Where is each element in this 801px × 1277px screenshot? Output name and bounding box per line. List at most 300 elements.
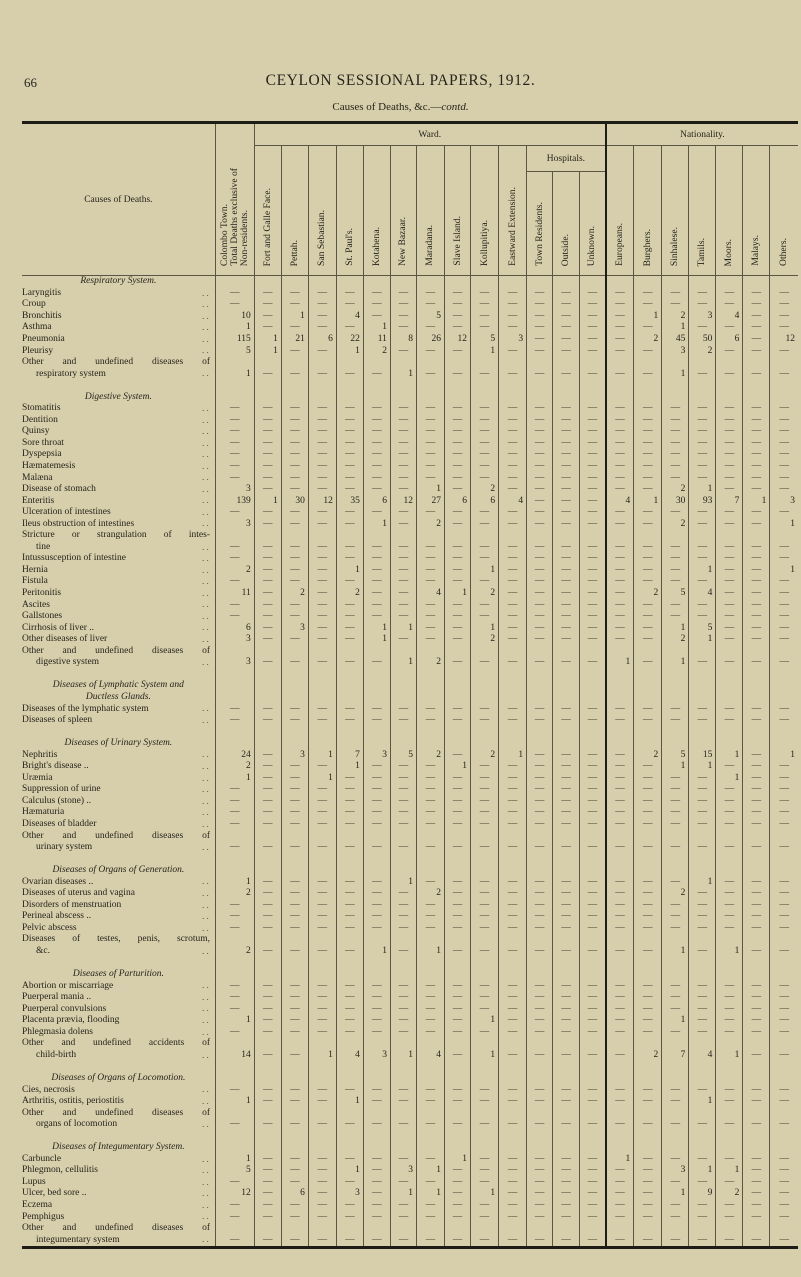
dash-cell: —: [416, 345, 444, 357]
empty-cell: [254, 530, 281, 542]
dash-cell: —: [606, 461, 634, 473]
empty-cell: [416, 680, 444, 692]
ward-col-slave-island: [445, 146, 471, 276]
cause-label: [22, 345, 215, 357]
dash-cell: —: [281, 773, 308, 785]
empty-cell: [445, 1223, 471, 1235]
dash-cell: —: [215, 461, 254, 473]
dash-cell: —: [308, 1015, 336, 1027]
dash-cell: —: [499, 565, 527, 577]
value-cell: 1: [308, 1050, 336, 1062]
dash-cell: —: [770, 415, 798, 427]
cause-row: [22, 784, 798, 796]
dash-cell: —: [254, 484, 281, 496]
empty-cell: [336, 853, 363, 865]
dash-cell: —: [336, 1177, 363, 1189]
label-text: Other diseases of liver: [22, 634, 108, 645]
value-cell: 3: [215, 518, 254, 530]
value-cell: 12: [445, 334, 471, 346]
empty-cell: [770, 1142, 798, 1154]
empty-cell: [215, 1142, 254, 1154]
dash-cell: —: [606, 1096, 634, 1108]
running-title: CEYLON SESSIONAL PAPERS, 1912.: [265, 72, 536, 89]
label-text: Bright's disease ..: [22, 761, 89, 772]
cause-row-label-line: [22, 1223, 798, 1235]
dash-cell: —: [689, 842, 716, 854]
empty-cell: [743, 865, 770, 877]
dash-cell: —: [215, 576, 254, 588]
dash-cell: —: [606, 565, 634, 577]
empty-cell: [281, 865, 308, 877]
empty-cell: [606, 726, 634, 738]
dash-cell: —: [689, 773, 716, 785]
dash-cell: —: [634, 565, 662, 577]
empty-cell: [770, 530, 798, 542]
empty-cell: [606, 830, 634, 842]
empty-cell: [416, 1073, 444, 1085]
dash-cell: —: [689, 1119, 716, 1131]
dash-cell: —: [281, 911, 308, 923]
empty-cell: [716, 1061, 743, 1073]
dash-cell: —: [308, 980, 336, 992]
value-cell: 7: [662, 1050, 689, 1062]
dash-cell: —: [390, 288, 416, 300]
dash-cell: —: [215, 542, 254, 554]
dash-cell: —: [527, 1015, 553, 1027]
dash-cell: —: [743, 900, 770, 912]
dash-cell: —: [553, 403, 580, 415]
value-cell: 4: [336, 311, 363, 323]
empty-cell: [553, 738, 580, 750]
dash-cell: —: [390, 438, 416, 450]
dash-cell: —: [553, 946, 580, 958]
dash-cell: —: [416, 784, 444, 796]
ward-slave-island-label: Slave Island.: [451, 216, 463, 266]
label-text: Fistula: [22, 576, 48, 587]
empty-cell: [215, 1107, 254, 1119]
empty-cell: [390, 646, 416, 658]
value-cell: 1: [716, 1165, 743, 1177]
dash-cell: —: [580, 542, 606, 554]
dash-cell: —: [662, 415, 689, 427]
value-cell: 6: [308, 334, 336, 346]
empty-cell: [716, 357, 743, 369]
value-cell: 1: [281, 311, 308, 323]
cause-label: [22, 288, 215, 300]
dash-cell: —: [336, 426, 363, 438]
value-cell: 5: [662, 588, 689, 600]
dash-cell: —: [336, 946, 363, 958]
dash-cell: —: [716, 599, 743, 611]
empty-cell: [770, 276, 798, 288]
dash-cell: —: [281, 518, 308, 530]
value-cell: 1: [215, 368, 254, 380]
dash-cell: —: [662, 449, 689, 461]
dash-cell: —: [743, 622, 770, 634]
dash-cell: —: [416, 1084, 444, 1096]
dash-cell: —: [336, 715, 363, 727]
label-text: Sore throat: [22, 437, 64, 448]
section-header-row: [22, 391, 798, 403]
dash-cell: —: [743, 507, 770, 519]
empty-cell: [662, 276, 689, 288]
dash-cell: —: [445, 784, 471, 796]
value-cell: 1: [390, 1188, 416, 1200]
cause-label: [22, 1165, 215, 1177]
dash-cell: —: [527, 923, 553, 935]
empty-cell: [416, 1142, 444, 1154]
dash-cell: —: [580, 1027, 606, 1039]
dash-cell: —: [308, 634, 336, 646]
empty-cell: [215, 391, 254, 403]
empty-cell: [716, 957, 743, 969]
dash-cell: —: [281, 1234, 308, 1247]
dash-cell: —: [770, 980, 798, 992]
dash-cell: —: [336, 992, 363, 1004]
dash-cell: —: [215, 449, 254, 461]
empty-cell: [743, 357, 770, 369]
dash-cell: —: [634, 876, 662, 888]
empty-cell: [689, 530, 716, 542]
empty-cell: [689, 669, 716, 681]
empty-cell: [445, 646, 471, 658]
dash-cell: —: [336, 507, 363, 519]
empty-cell: [215, 830, 254, 842]
dash-cell: —: [308, 576, 336, 588]
cause-label: [22, 888, 215, 900]
dash-cell: —: [716, 784, 743, 796]
empty-cell: [445, 830, 471, 842]
dash-cell: —: [743, 1027, 770, 1039]
dash-cell: —: [390, 1015, 416, 1027]
label-text: Phlegmon, cellulitis: [22, 1165, 98, 1176]
dash-cell: —: [445, 311, 471, 323]
dash-cell: —: [580, 888, 606, 900]
empty-cell: [527, 391, 553, 403]
dash-cell: —: [445, 1234, 471, 1247]
dash-cell: —: [254, 1234, 281, 1247]
dash-cell: —: [716, 472, 743, 484]
empty-cell: [390, 1130, 416, 1142]
dash-cell: —: [308, 703, 336, 715]
dash-cell: —: [689, 1003, 716, 1015]
empty-cell: [580, 969, 606, 981]
dash-cell: —: [689, 1015, 716, 1027]
empty-cell: [308, 969, 336, 981]
dash-cell: —: [281, 472, 308, 484]
dash-cell: —: [689, 980, 716, 992]
dash-cell: —: [336, 322, 363, 334]
dash-cell: —: [499, 322, 527, 334]
cause-row: [22, 553, 798, 565]
empty-cell: [308, 934, 336, 946]
dash-cell: —: [716, 542, 743, 554]
dash-cell: —: [215, 599, 254, 611]
empty-cell: [471, 680, 499, 692]
empty-cell: [336, 969, 363, 981]
empty-cell: [662, 1073, 689, 1085]
nat-sinhalese-label: Sinhalese.: [669, 226, 681, 266]
cause-row: [22, 807, 798, 819]
empty-cell: [743, 692, 770, 704]
dash-cell: —: [445, 749, 471, 761]
empty-cell: [416, 1061, 444, 1073]
dash-cell: —: [743, 1234, 770, 1247]
dash-cell: —: [254, 634, 281, 646]
dash-cell: —: [336, 634, 363, 646]
dash-cell: —: [606, 946, 634, 958]
empty-cell: [336, 1073, 363, 1085]
dash-cell: —: [634, 807, 662, 819]
empty-cell: [471, 738, 499, 750]
dash-cell: —: [254, 749, 281, 761]
dash-cell: —: [390, 819, 416, 831]
value-cell: 93: [689, 495, 716, 507]
dash-cell: —: [416, 1027, 444, 1039]
empty-cell: [716, 830, 743, 842]
dash-cell: —: [527, 553, 553, 565]
dash-cell: —: [499, 1119, 527, 1131]
empty-cell: [634, 957, 662, 969]
dash-cell: —: [416, 403, 444, 415]
dash-cell: —: [445, 299, 471, 311]
dash-cell: —: [606, 288, 634, 300]
cause-label: [22, 1188, 215, 1200]
dash-cell: —: [716, 1119, 743, 1131]
dash-cell: —: [390, 1211, 416, 1223]
empty-cell: [390, 276, 416, 288]
dash-cell: —: [281, 923, 308, 935]
dash-cell: —: [580, 507, 606, 519]
dash-cell: —: [390, 980, 416, 992]
dash-cell: —: [308, 588, 336, 600]
value-cell: 2: [363, 345, 390, 357]
dash-cell: —: [716, 1211, 743, 1223]
empty-cell: [336, 1142, 363, 1154]
dash-cell: —: [336, 449, 363, 461]
dash-cell: —: [743, 923, 770, 935]
dash-cell: —: [634, 472, 662, 484]
dash-cell: —: [716, 1084, 743, 1096]
empty-cell: [254, 692, 281, 704]
dash-cell: —: [527, 449, 553, 461]
empty-cell: [363, 865, 390, 877]
value-cell: 2: [634, 1050, 662, 1062]
dash-cell: —: [553, 819, 580, 831]
cause-label: [22, 438, 215, 450]
empty-cell: [634, 692, 662, 704]
cause-row: [22, 911, 798, 923]
empty-cell: [499, 726, 527, 738]
dash-cell: —: [634, 819, 662, 831]
empty-cell: [336, 357, 363, 369]
dash-cell: —: [445, 992, 471, 1004]
dash-cell: —: [499, 576, 527, 588]
dash-cell: —: [471, 876, 499, 888]
dash-cell: —: [634, 368, 662, 380]
empty-cell: [716, 276, 743, 288]
empty-cell: [662, 530, 689, 542]
dash-cell: —: [308, 1119, 336, 1131]
cause-row: [22, 1200, 798, 1212]
dash-cell: —: [634, 900, 662, 912]
dash-cell: —: [634, 518, 662, 530]
dash-cell: —: [471, 715, 499, 727]
dash-cell: —: [363, 415, 390, 427]
dash-cell: —: [662, 1200, 689, 1212]
dash-cell: —: [471, 900, 499, 912]
dash-cell: —: [471, 553, 499, 565]
dash-cell: —: [499, 980, 527, 992]
dash-cell: —: [308, 426, 336, 438]
value-cell: 1: [336, 345, 363, 357]
empty-cell: [416, 530, 444, 542]
label-text: organs of locomotion: [36, 1119, 118, 1130]
value-cell: 2: [416, 888, 444, 900]
dash-cell: —: [770, 311, 798, 323]
empty-cell: [606, 669, 634, 681]
dash-cell: —: [580, 322, 606, 334]
dash-cell: —: [254, 565, 281, 577]
dash-cell: —: [281, 1084, 308, 1096]
empty-cell: [580, 1073, 606, 1085]
value-cell: 2: [416, 749, 444, 761]
cause-label: [22, 461, 215, 473]
dash-cell: —: [527, 1084, 553, 1096]
empty-cell: [336, 738, 363, 750]
label-text: &c.: [36, 945, 50, 956]
dash-cell: —: [527, 1200, 553, 1212]
dash-cell: —: [390, 946, 416, 958]
dash-cell: —: [527, 484, 553, 496]
dash-cell: —: [527, 507, 553, 519]
value-cell: 3: [215, 657, 254, 669]
dash-cell: —: [254, 911, 281, 923]
empty-cell: [336, 380, 363, 392]
dash-cell: —: [336, 900, 363, 912]
dash-cell: —: [580, 980, 606, 992]
dash-cell: —: [308, 1084, 336, 1096]
empty-cell: [527, 1038, 553, 1050]
empty-cell: [689, 1061, 716, 1073]
ward-san-sebastian-label: San Sebastian.: [316, 210, 328, 266]
dash-cell: —: [281, 657, 308, 669]
empty-cell: [716, 1130, 743, 1142]
dash-cell: —: [553, 576, 580, 588]
dash-cell: —: [390, 299, 416, 311]
dash-cell: —: [770, 553, 798, 565]
dash-cell: —: [471, 842, 499, 854]
empty-cell: [716, 738, 743, 750]
dash-cell: —: [390, 345, 416, 357]
dash-cell: —: [580, 1188, 606, 1200]
dash-cell: —: [308, 911, 336, 923]
empty-cell: [308, 865, 336, 877]
dash-cell: —: [281, 634, 308, 646]
dash-cell: —: [363, 842, 390, 854]
dash-cell: —: [580, 842, 606, 854]
empty-cell: [606, 680, 634, 692]
cause-label: [22, 900, 215, 912]
empty-cell: [363, 1061, 390, 1073]
dash-cell: —: [499, 438, 527, 450]
dash-cell: —: [445, 622, 471, 634]
dash-cell: —: [363, 1165, 390, 1177]
dash-cell: —: [445, 1200, 471, 1212]
dash-cell: —: [471, 761, 499, 773]
dash-cell: —: [363, 288, 390, 300]
dash-cell: —: [743, 842, 770, 854]
dash-cell: —: [390, 842, 416, 854]
dash-cell: —: [580, 461, 606, 473]
dash-cell: —: [743, 565, 770, 577]
dash-cell: —: [606, 1177, 634, 1189]
dash-cell: —: [580, 484, 606, 496]
dash-cell: —: [716, 634, 743, 646]
cause-row: [22, 773, 798, 785]
dash-cell: —: [416, 449, 444, 461]
label-text: Puerperal convulsions: [22, 1003, 107, 1014]
value-cell: 2: [662, 484, 689, 496]
dash-cell: —: [770, 1211, 798, 1223]
dash-cell: —: [770, 426, 798, 438]
empty-cell: [254, 830, 281, 842]
empty-cell: [716, 969, 743, 981]
dash-cell: —: [689, 992, 716, 1004]
dash-cell: —: [363, 796, 390, 808]
dash-cell: —: [634, 888, 662, 900]
dash-cell: —: [743, 876, 770, 888]
value-cell: 1: [336, 1096, 363, 1108]
empty-cell: [527, 357, 553, 369]
dash-cell: —: [527, 611, 553, 623]
empty-cell: [606, 957, 634, 969]
dash-cell: —: [553, 703, 580, 715]
dash-cell: —: [770, 288, 798, 300]
empty-cell: [553, 1073, 580, 1085]
label-text: Peritonitis: [22, 588, 62, 599]
cause-label: [22, 934, 215, 946]
dash-cell: —: [390, 1096, 416, 1108]
ward-eastward-extension-label: Eastward Extension.: [506, 187, 518, 266]
dash-cell: —: [363, 900, 390, 912]
dash-cell: —: [553, 807, 580, 819]
dash-cell: —: [580, 565, 606, 577]
cause-row: [22, 334, 798, 346]
dash-cell: —: [527, 888, 553, 900]
empty-cell: [471, 1038, 499, 1050]
empty-cell: [743, 680, 770, 692]
empty-cell: [363, 646, 390, 658]
dash-cell: —: [471, 1119, 499, 1131]
cause-row: [22, 1234, 798, 1247]
dash-cell: —: [390, 542, 416, 554]
dash-cell: —: [662, 1177, 689, 1189]
value-cell: 1: [363, 946, 390, 958]
empty-cell: [281, 1130, 308, 1142]
empty-cell: [499, 357, 527, 369]
dash-cell: —: [416, 761, 444, 773]
empty-cell: [416, 726, 444, 738]
dash-cell: —: [390, 1119, 416, 1131]
empty-cell: [770, 1130, 798, 1142]
value-cell: 1: [662, 322, 689, 334]
empty-cell: [390, 357, 416, 369]
dash-cell: —: [580, 773, 606, 785]
dash-cell: —: [281, 703, 308, 715]
dash-cell: —: [606, 322, 634, 334]
empty-cell: [527, 646, 553, 658]
